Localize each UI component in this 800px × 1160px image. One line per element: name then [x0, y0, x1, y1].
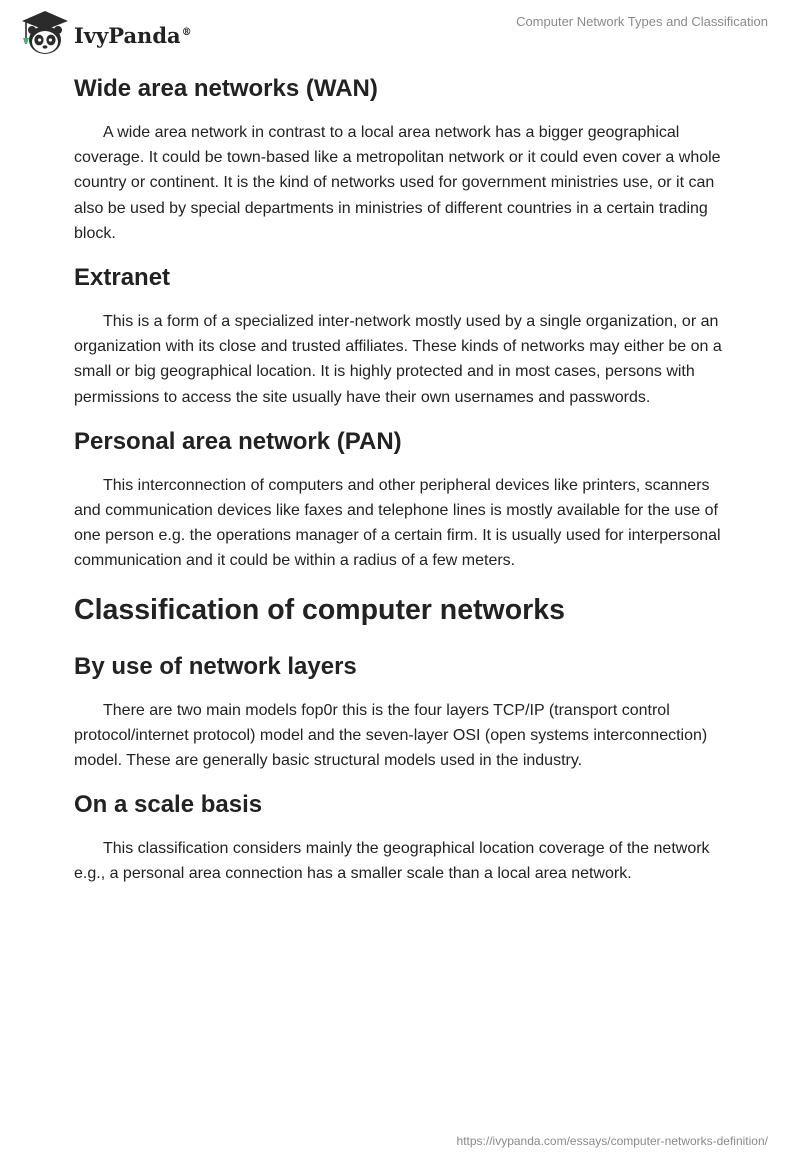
page-header	[0, 0, 800, 64]
brand-name: IvyPanda®	[74, 22, 192, 48]
section-paragraph-pan: This interconnection of computers and other peripheral devices like printers, scanners and communication devices like faxes and telephone lines is mostly available for the use of one person e.g. the operations manager of a certain firm. It is usually used for interpersonal communication and it could be within a radius of a few meters.	[74, 476, 721, 570]
document-body	[74, 72, 728, 887]
section-heading-pan: Personal area network (PAN)	[74, 427, 402, 455]
registered-mark: ®	[181, 26, 192, 38]
subsection-paragraph-scale-basis: This classification considers mainly the geographical location coverage of the network e.g., a personal area connection has a smaller scale than a local area network.	[74, 840, 710, 883]
source-url[interactable]: https://ivypanda.com/essays/computer-networks-definition/	[456, 1134, 768, 1148]
major-heading-classification: Classification of computer networks	[74, 593, 565, 626]
document-title: Computer Network Types and Classification	[516, 14, 768, 29]
subsection-heading-scale-basis: On a scale basis	[74, 791, 263, 819]
section-heading-wan: Wide area networks (WAN)	[74, 75, 378, 102]
section-paragraph-wan: A wide area network in contrast to a local area network has a bigger geographical coverage. It could be town-based like a metropolitan network or it could even cover a whole country or continent. It is the kind of networks used for government ministries use, or it can also be used by special departments in ministries of different countries in a certain trading block.	[74, 124, 721, 242]
subsection-paragraph-network-layers: There are two main models fop0r this is the four layers TCP/IP (transport control protocol/internet protocol) model and the seven-layer OSI (open systems interconnection) model. These are generally basic structural models used in the industry.	[74, 701, 708, 770]
section-paragraph-extranet: This is a form of a specialized inter-network mostly used by a single organization, or an organization with its close and trusted affiliates. These kinds of networks may either be on a small or big geographical location. It is highly protected and in most cases, persons with permissions to access the site usually have their own usernames and passwords.	[74, 313, 722, 406]
section-heading-extranet: Extranet	[74, 264, 171, 292]
brand-logo[interactable]	[14, 8, 192, 58]
subsection-heading-network-layers: By use of network layers	[74, 652, 357, 680]
panda-graduate-icon	[14, 8, 72, 58]
